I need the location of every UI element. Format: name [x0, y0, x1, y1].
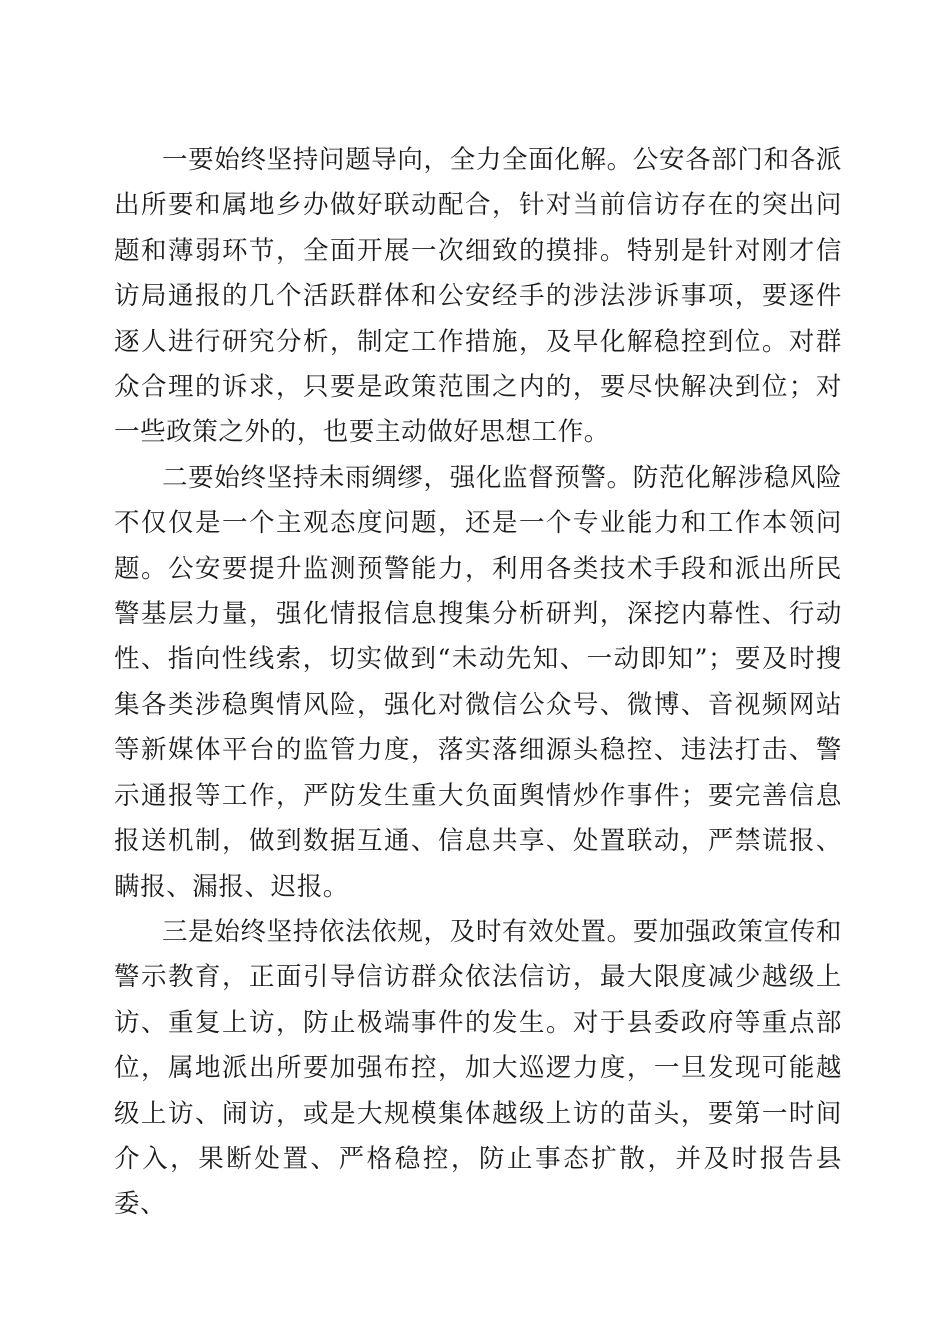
- paragraph-3: 三是始终坚持依法依规，及时有效处置。要加强政策宣传和警示教育，正面引导信访群众依法信访，最大限度减少越级上访、重复上访，防止极端事件的发生。对于县委政府等重点部位，属地派出所要加强布控，加大巡逻力度，一旦发现可能越级上访、闹访，或是大规模集体越级上访的苗头，要第一时间介入，果断处置、严格稳控，防止事态扩散，并及时报告县委、: [114, 916, 842, 1220]
- paragraph-2: 二要始终坚持未雨绸缪，强化监督预警。防范化解涉稳风险不仅仅是一个主观态度问题，还是一个专业能力和工作本领问题。公安要提升监测预警能力，利用各类技术手段和派出所民警基层力量，强化情报信息搜集分析研判，深挖内幕性、行动性、指向性线索，切实做到“未动先知、一动即知”；要及时搜集各类涉稳舆情风险，强化对微信公众号、微博、音视频网站等新媒体平台的监管力度，落实落细源头稳控、违法打击、警示通报等工作，严防发生重大负面舆情炒作事件；要完善信息报送机制，做到数据互通、信息共享、处置联动，严禁谎报、瞒报、漏报、迟报。: [114, 462, 842, 902]
- document-body: [114, 138, 842, 1228]
- paragraph-1: 一要始终坚持问题导向，全力全面化解。公安各部门和各派出所要和属地乡办做好联动配合，针对当前信访存在的突出问题和薄弱环节，全面开展一次细致的摸排。特别是针对刚才信访局通报的几个活跃群体和公安经手的涉法涉诉事项，要逐件逐人进行研究分析，制定工作措施，及早化解稳控到位。对群众合理的诉求，只要是政策范围之内的，要尽快解决到位；对一些政策之外的，也要主动做好思想工作。: [114, 145, 842, 448]
